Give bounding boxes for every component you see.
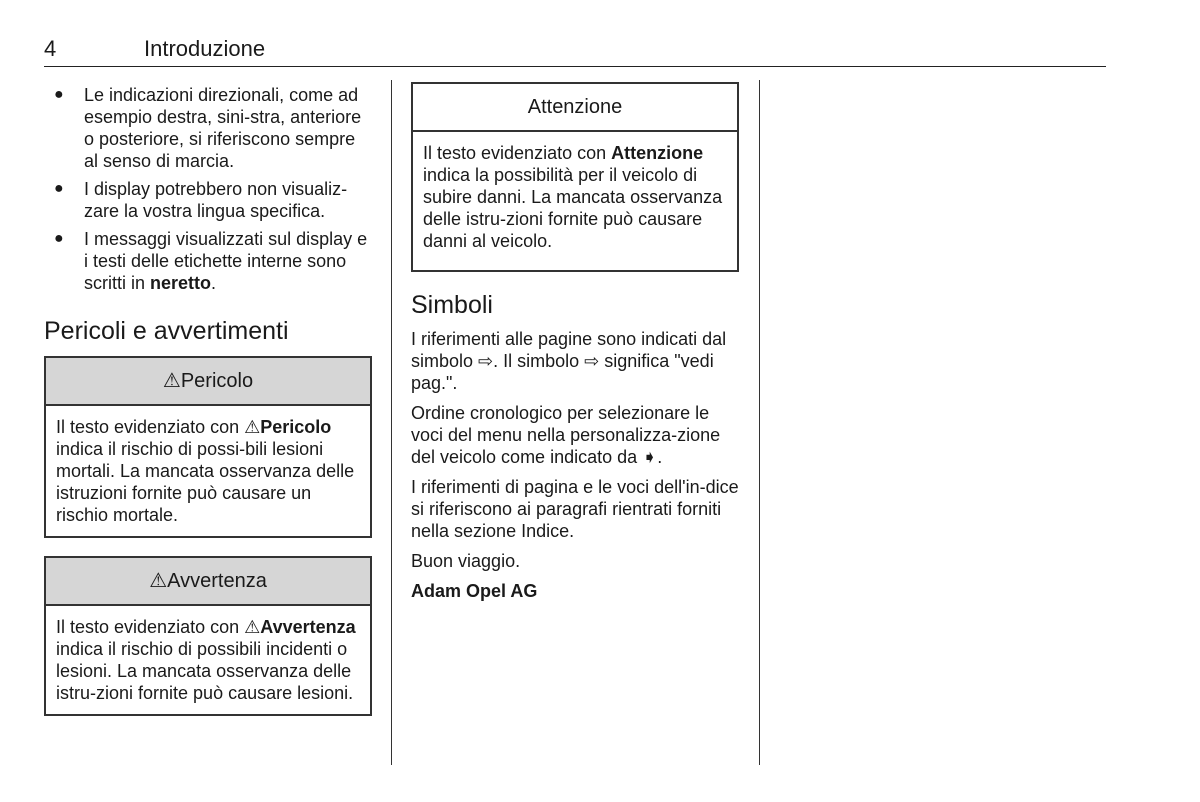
warning-triangle-icon: ⚠ [244, 617, 261, 637]
left-column [44, 84, 372, 734]
column-divider [391, 80, 392, 765]
signature: Adam Opel AG [411, 581, 538, 601]
bullet-icon: ● [54, 180, 64, 197]
menu-sequence-arrow-icon: ➧ [642, 447, 658, 467]
warning-box-body: Il testo evidenziato con ⚠Avvertenza indica il rischio di possibili incidenti o lesioni. La mancata osservanza delle istru-zioni fornite può causare lesioni. [56, 617, 356, 703]
page-header [44, 36, 1106, 67]
column-divider [759, 80, 760, 765]
paragraph: Ordine cronologico per selezionare le voci del menu nella personalizza-zione del veicolo come indicato da ➧. [411, 403, 721, 467]
list-item: ● I display potrebbero non visualiz-zare la vostra lingua specifica. [54, 179, 348, 221]
danger-box-header: ⚠Pericolo [46, 358, 370, 406]
page-number: 4 [44, 36, 57, 61]
bullet-list [44, 84, 372, 294]
warning-triangle-icon: ⚠ [244, 417, 261, 437]
list-item: ● Le indicazioni direzionali, come ad esempio destra, sini-stra, anteriore o posteriore, si riferiscono sempre al senso di marcia. [54, 85, 362, 171]
danger-box [44, 356, 372, 538]
warning-triangle-icon: ⚠ [149, 570, 168, 592]
paragraph: I riferimenti di pagina e le voci dell'in-dice si riferiscono ai paragrafi rientrati forniti nella sezione Indice. [411, 477, 739, 541]
page-reference-arrow-icon: ⇨ [478, 351, 494, 371]
paragraph: Buon viaggio. [411, 551, 521, 571]
caution-box-header: Attenzione [413, 84, 737, 132]
bullet-icon: ● [54, 230, 64, 247]
section-title: Pericoli e avvertimenti [44, 317, 289, 345]
warning-box-header: ⚠Avvertenza [46, 558, 370, 606]
warning-box [44, 556, 372, 716]
bullet-icon: ● [54, 86, 64, 103]
caution-box-body: Il testo evidenziato con Attenzione indica la possibilità per il veicolo di subire danni. La mancata osservanza delle istru-zioni fornite può causare danni al veicolo. [423, 143, 723, 251]
paragraph: I riferimenti alle pagine sono indicati dal simbolo ⇨. Il simbolo ⇨ significa "vedi pag.". [411, 329, 727, 393]
list-item: ● I messaggi visualizzati sul display e i testi delle etichette interne sono scritti in neretto. [54, 229, 368, 293]
chapter-title: Introduzione [144, 36, 266, 61]
warning-triangle-icon: ⚠ [162, 370, 181, 392]
danger-box-body: Il testo evidenziato con ⚠Pericolo indica il rischio di possi-bili lesioni mortali. La mancata osservanza delle istruzioni fornite può causare un rischio mortale. [56, 417, 355, 525]
caution-box [411, 82, 739, 272]
page-reference-arrow-icon: ⇨ [584, 351, 600, 371]
right-column [411, 82, 739, 610]
section-title: Simboli [411, 291, 493, 319]
